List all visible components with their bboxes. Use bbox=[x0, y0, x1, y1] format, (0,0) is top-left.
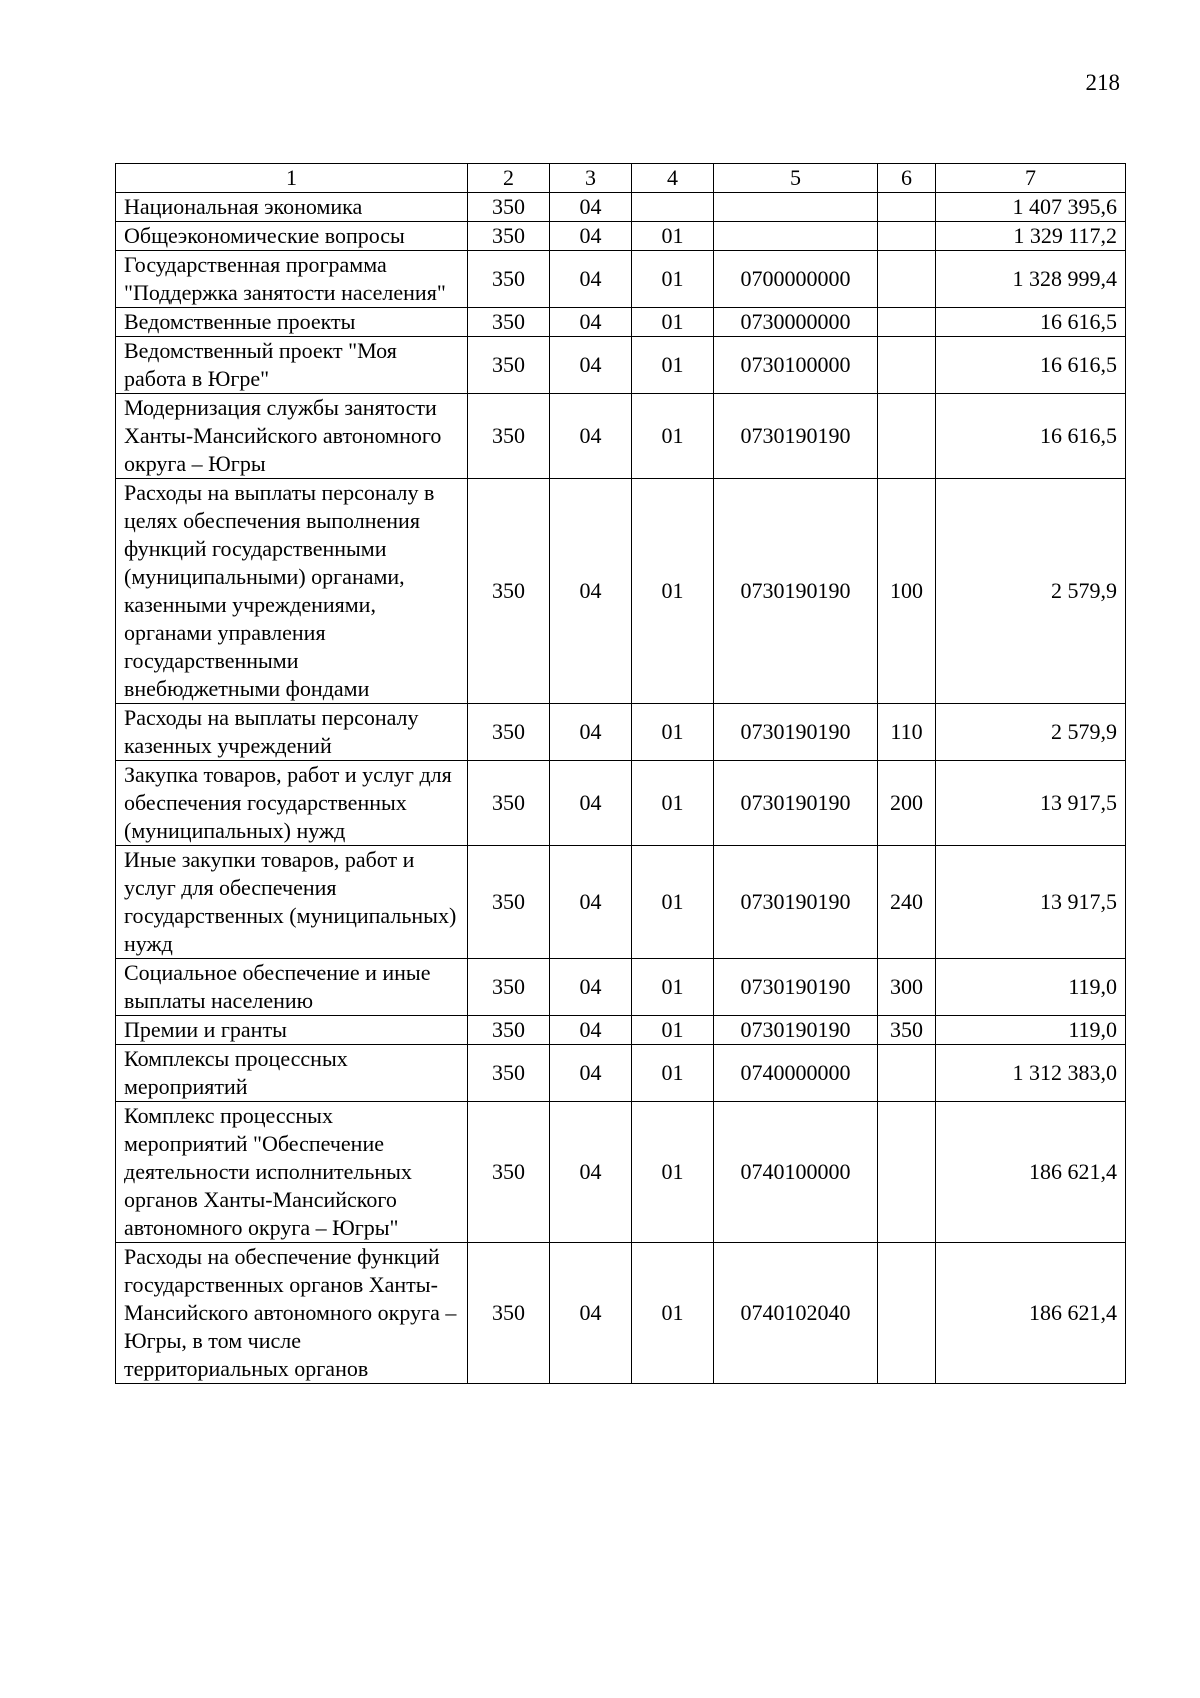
subsection-cell: 01 bbox=[632, 1102, 714, 1243]
row-name-cell: Расходы на выплаты персоналу казенных учреждений bbox=[116, 704, 468, 761]
table-row bbox=[116, 479, 1126, 704]
gov-code-cell: 350 bbox=[468, 1045, 550, 1102]
table-row bbox=[116, 222, 1126, 251]
gov-code-cell: 350 bbox=[468, 1016, 550, 1045]
target-article-cell bbox=[714, 222, 878, 251]
subsection-cell: 01 bbox=[632, 337, 714, 394]
gov-code-cell: 350 bbox=[468, 337, 550, 394]
header-cell: 1 bbox=[116, 164, 468, 193]
gov-code-cell: 350 bbox=[468, 479, 550, 704]
table-row bbox=[116, 1102, 1126, 1243]
expense-type-cell bbox=[878, 337, 936, 394]
subsection-cell: 01 bbox=[632, 704, 714, 761]
target-article-cell: 0730100000 bbox=[714, 337, 878, 394]
table-row bbox=[116, 308, 1126, 337]
amount-cell: 1 407 395,6 bbox=[936, 193, 1126, 222]
table-header-row bbox=[116, 164, 1126, 193]
header-cell: 2 bbox=[468, 164, 550, 193]
row-name-cell: Премии и гранты bbox=[116, 1016, 468, 1045]
amount-cell: 186 621,4 bbox=[936, 1243, 1126, 1384]
gov-code-cell: 350 bbox=[468, 193, 550, 222]
section-cell: 04 bbox=[550, 846, 632, 959]
subsection-cell: 01 bbox=[632, 959, 714, 1016]
amount-cell: 119,0 bbox=[936, 1016, 1126, 1045]
section-cell: 04 bbox=[550, 394, 632, 479]
row-name-cell: Общеэкономические вопросы bbox=[116, 222, 468, 251]
row-name-cell: Социальное обеспечение и иные выплаты населению bbox=[116, 959, 468, 1016]
amount-cell: 186 621,4 bbox=[936, 1102, 1126, 1243]
row-name-cell: Расходы на выплаты персоналу в целях обеспечения выполнения функций государственными (муниципальными) органами, казенными учреждениями, органами управления государственными внебюджетными фондами bbox=[116, 479, 468, 704]
subsection-cell: 01 bbox=[632, 761, 714, 846]
amount-cell: 16 616,5 bbox=[936, 394, 1126, 479]
section-cell: 04 bbox=[550, 1102, 632, 1243]
target-article-cell bbox=[714, 193, 878, 222]
gov-code-cell: 350 bbox=[468, 761, 550, 846]
row-name-cell: Расходы на обеспечение функций государственных органов Ханты-Мансийского автономного округа – Югры, в том числе территориальных органов bbox=[116, 1243, 468, 1384]
target-article-cell: 0730190190 bbox=[714, 479, 878, 704]
target-article-cell: 0740102040 bbox=[714, 1243, 878, 1384]
target-article-cell: 0700000000 bbox=[714, 251, 878, 308]
row-name-cell: Комплексы процессных мероприятий bbox=[116, 1045, 468, 1102]
target-article-cell: 0730190190 bbox=[714, 846, 878, 959]
gov-code-cell: 350 bbox=[468, 251, 550, 308]
amount-cell: 16 616,5 bbox=[936, 308, 1126, 337]
header-cell: 4 bbox=[632, 164, 714, 193]
expense-type-cell bbox=[878, 308, 936, 337]
gov-code-cell: 350 bbox=[468, 394, 550, 479]
gov-code-cell: 350 bbox=[468, 704, 550, 761]
table-row bbox=[116, 251, 1126, 308]
gov-code-cell: 350 bbox=[468, 222, 550, 251]
header-cell: 5 bbox=[714, 164, 878, 193]
expense-type-cell: 100 bbox=[878, 479, 936, 704]
target-article-cell: 0740000000 bbox=[714, 1045, 878, 1102]
subsection-cell: 01 bbox=[632, 1016, 714, 1045]
target-article-cell: 0730190190 bbox=[714, 704, 878, 761]
budget-table bbox=[115, 163, 1126, 1384]
subsection-cell: 01 bbox=[632, 479, 714, 704]
section-cell: 04 bbox=[550, 959, 632, 1016]
subsection-cell: 01 bbox=[632, 846, 714, 959]
expense-type-cell: 110 bbox=[878, 704, 936, 761]
target-article-cell: 0730190190 bbox=[714, 959, 878, 1016]
amount-cell: 2 579,9 bbox=[936, 479, 1126, 704]
table-body bbox=[116, 164, 1126, 1384]
expense-type-cell bbox=[878, 193, 936, 222]
expense-type-cell bbox=[878, 1243, 936, 1384]
table-row bbox=[116, 846, 1126, 959]
header-cell: 3 bbox=[550, 164, 632, 193]
expense-type-cell bbox=[878, 222, 936, 251]
section-cell: 04 bbox=[550, 308, 632, 337]
table-row bbox=[116, 704, 1126, 761]
subsection-cell: 01 bbox=[632, 1045, 714, 1102]
target-article-cell: 0730000000 bbox=[714, 308, 878, 337]
expense-type-cell: 200 bbox=[878, 761, 936, 846]
amount-cell: 1 328 999,4 bbox=[936, 251, 1126, 308]
table-row bbox=[116, 1016, 1126, 1045]
amount-cell: 1 312 383,0 bbox=[936, 1045, 1126, 1102]
target-article-cell: 0730190190 bbox=[714, 1016, 878, 1045]
table-row bbox=[116, 1243, 1126, 1384]
table-row bbox=[116, 761, 1126, 846]
gov-code-cell: 350 bbox=[468, 308, 550, 337]
amount-cell: 2 579,9 bbox=[936, 704, 1126, 761]
row-name-cell: Национальная экономика bbox=[116, 193, 468, 222]
row-name-cell: Ведомственный проект "Моя работа в Югре" bbox=[116, 337, 468, 394]
row-name-cell: Государственная программа "Поддержка занятости населения" bbox=[116, 251, 468, 308]
expense-type-cell: 300 bbox=[878, 959, 936, 1016]
gov-code-cell: 350 bbox=[468, 1102, 550, 1243]
section-cell: 04 bbox=[550, 251, 632, 308]
subsection-cell bbox=[632, 193, 714, 222]
table-row bbox=[116, 337, 1126, 394]
header-cell: 6 bbox=[878, 164, 936, 193]
section-cell: 04 bbox=[550, 1045, 632, 1102]
table-row bbox=[116, 1045, 1126, 1102]
amount-cell: 119,0 bbox=[936, 959, 1126, 1016]
section-cell: 04 bbox=[550, 222, 632, 251]
gov-code-cell: 350 bbox=[468, 846, 550, 959]
table-row bbox=[116, 193, 1126, 222]
section-cell: 04 bbox=[550, 1016, 632, 1045]
subsection-cell: 01 bbox=[632, 1243, 714, 1384]
subsection-cell: 01 bbox=[632, 308, 714, 337]
table-row bbox=[116, 959, 1126, 1016]
section-cell: 04 bbox=[550, 193, 632, 222]
target-article-cell: 0730190190 bbox=[714, 761, 878, 846]
amount-cell: 13 917,5 bbox=[936, 761, 1126, 846]
subsection-cell: 01 bbox=[632, 394, 714, 479]
row-name-cell: Модернизация службы занятости Ханты-Мансийского автономного округа – Югры bbox=[116, 394, 468, 479]
gov-code-cell: 350 bbox=[468, 1243, 550, 1384]
section-cell: 04 bbox=[550, 1243, 632, 1384]
expense-type-cell: 240 bbox=[878, 846, 936, 959]
amount-cell: 13 917,5 bbox=[936, 846, 1126, 959]
header-cell: 7 bbox=[936, 164, 1126, 193]
table-row bbox=[116, 394, 1126, 479]
row-name-cell: Ведомственные проекты bbox=[116, 308, 468, 337]
expense-type-cell: 350 bbox=[878, 1016, 936, 1045]
expense-type-cell bbox=[878, 1045, 936, 1102]
section-cell: 04 bbox=[550, 704, 632, 761]
section-cell: 04 bbox=[550, 337, 632, 394]
expense-type-cell bbox=[878, 251, 936, 308]
target-article-cell: 0730190190 bbox=[714, 394, 878, 479]
section-cell: 04 bbox=[550, 479, 632, 704]
gov-code-cell: 350 bbox=[468, 959, 550, 1016]
amount-cell: 16 616,5 bbox=[936, 337, 1126, 394]
row-name-cell: Закупка товаров, работ и услуг для обеспечения государственных (муниципальных) нужд bbox=[116, 761, 468, 846]
section-cell: 04 bbox=[550, 761, 632, 846]
expense-type-cell bbox=[878, 394, 936, 479]
amount-cell: 1 329 117,2 bbox=[936, 222, 1126, 251]
subsection-cell: 01 bbox=[632, 222, 714, 251]
row-name-cell: Комплекс процессных мероприятий "Обеспечение деятельности исполнительных органов Ханты-Мансийского автономного округа – Югры" bbox=[116, 1102, 468, 1243]
expense-type-cell bbox=[878, 1102, 936, 1243]
subsection-cell: 01 bbox=[632, 251, 714, 308]
row-name-cell: Иные закупки товаров, работ и услуг для обеспечения государственных (муниципальных) нужд bbox=[116, 846, 468, 959]
target-article-cell: 0740100000 bbox=[714, 1102, 878, 1243]
page-number: 218 bbox=[1085, 70, 1120, 95]
